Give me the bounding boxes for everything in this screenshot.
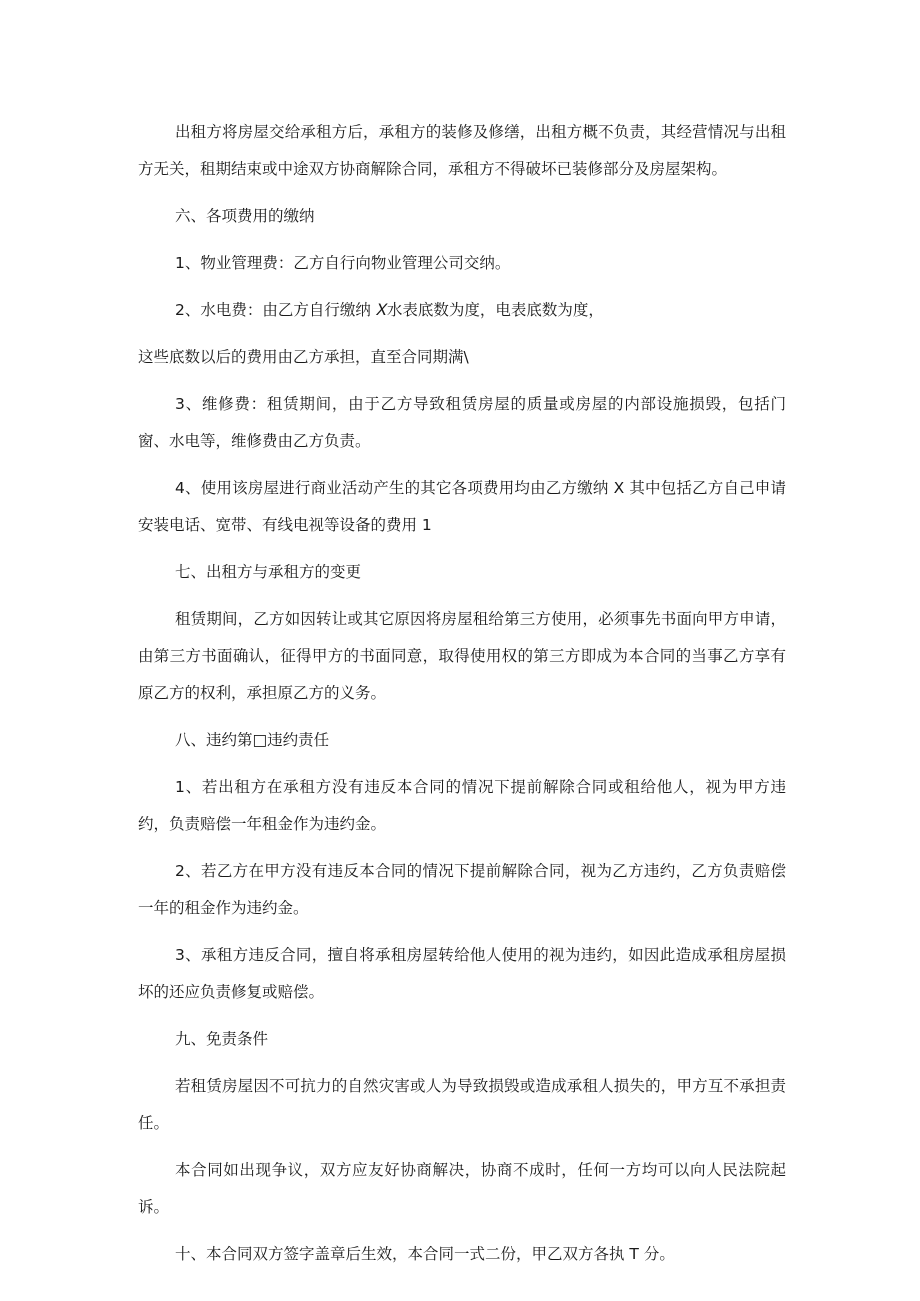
paragraph-fee-utilities: 2、水电费：由乙方自行缴纳 𝑋水表底数为度，电表底数为度， bbox=[175, 301, 604, 319]
paragraph-fee-other: 4、使用该房屋进行商业活动产生的其它各项费用均由乙方缴纳 X 其中包括乙方自己申请安装电话、宽带、有线电视等设备的费用 1 bbox=[138, 479, 786, 534]
paragraph-breach-sublet: 3、承租方违反合同，擅自将承租房屋转给他人使用的视为违约，如因此造成承租房屋损坏的还应负责修复或赔偿。 bbox=[138, 946, 786, 1001]
heading-exemption: 九、免责条件 bbox=[175, 1030, 269, 1048]
paragraph-dispute: 本合同如出现争议，双方应友好协商解决，协商不成时，任何一方均可以向人民法院起诉。 bbox=[138, 1161, 786, 1216]
paragraph-landlord-renovation: 出租方将房屋交给承租方后，承租方的装修及修缮，出租方概不负责，其经营情况与出租方无关，租期结束或中途双方协商解除合同，承租方不得破坏已装修部分及房屋架构。 bbox=[138, 123, 786, 178]
paragraph-fee-maintenance: 3、维修费：租赁期间，由于乙方导致租赁房屋的质量或房屋的内部设施损毁，包括门窗、水电等，维修费由乙方负责。 bbox=[138, 395, 786, 450]
heading-party-change: 七、出租方与承租方的变更 bbox=[175, 563, 362, 581]
paragraph-exemption: 若租赁房屋因不可抗力的自然灾害或人为导致损毁或造成承租人损失的，甲方互不承担责任。 bbox=[138, 1077, 786, 1132]
paragraph-party-change: 租赁期间，乙方如因转让或其它原因将房屋租给第三方使用，必须事先书面向甲方申请，由第三方书面确认，征得甲方的书面同意，取得使用权的第三方即成为本合同的当事乙方享有原乙方的权利，承担原乙方的义务。 bbox=[138, 610, 786, 702]
paragraph-fee-property-management: 1、物业管理费：乙方自行向物业管理公司交纳。 bbox=[175, 254, 511, 272]
paragraph-breach-landlord: 1、若出租方在承租方没有违反本合同的情况下提前解除合同或租给他人，视为甲方违约，负责赔偿一年租金作为违约金。 bbox=[138, 778, 786, 833]
document-page bbox=[138, 114, 786, 1273]
heading-effect: 十、本合同双方签字盖章后生效，本合同一式二份，甲乙双方各执 T 分。 bbox=[175, 1245, 675, 1263]
paragraph-breach-tenant: 2、若乙方在甲方没有违反本合同的情况下提前解除合同，视为乙方违约，乙方负责赔偿一年的租金作为违约金。 bbox=[138, 862, 786, 917]
paragraph-fee-utilities-continued: 这些底数以后的费用由乙方承担，直至合同期满\ bbox=[138, 348, 469, 366]
heading-fees: 六、各项费用的缴纳 bbox=[175, 207, 315, 225]
heading-breach: 八、违约第□违约责任 bbox=[175, 731, 330, 749]
